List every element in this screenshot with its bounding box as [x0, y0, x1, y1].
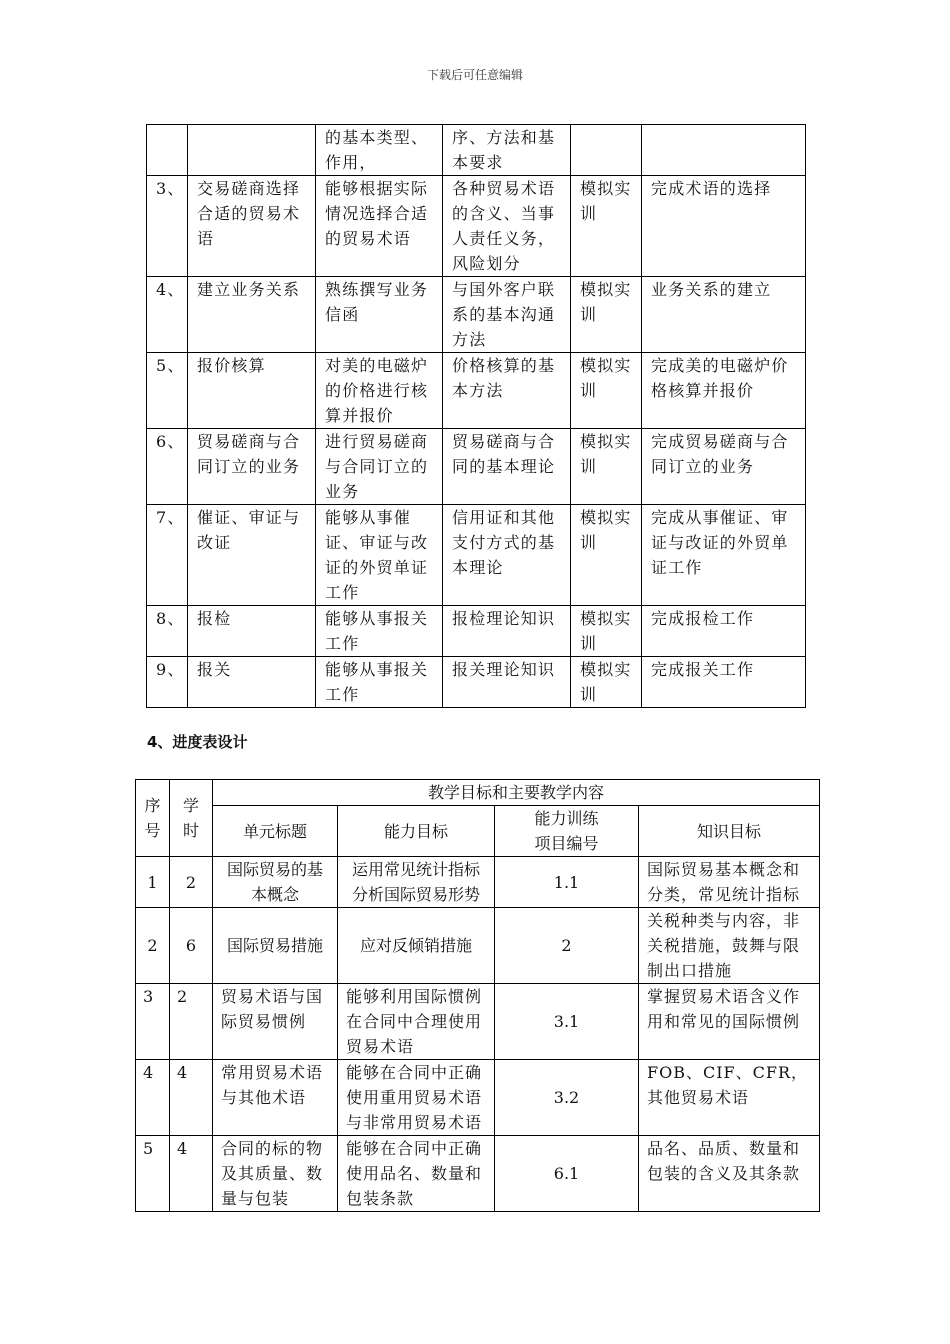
task-title: 建立业务关系 [188, 277, 316, 353]
table-row [136, 908, 820, 984]
method-cell [571, 125, 642, 176]
training-table [146, 124, 806, 708]
header-unit: 单元标题 [213, 806, 338, 857]
result-cell: 完成术语的选择 [642, 176, 806, 277]
row-number: 8、 [147, 606, 188, 657]
hours-cell: 4 [170, 1136, 213, 1212]
ability-cell: 能够从事催证、审证与改证的外贸单证工作 [316, 505, 443, 606]
table-row [147, 505, 806, 606]
hours-cell: 2 [170, 984, 213, 1060]
knowledge-cell: 掌握贸易术语含义作用和常见的国际惯例 [639, 984, 820, 1060]
header-group: 教学目标和主要教学内容 [213, 780, 820, 806]
knowledge-cell: 信用证和其他支付方式的基本理论 [443, 505, 571, 606]
header-hours: 学时 [170, 780, 213, 857]
table-row [136, 984, 820, 1060]
row-number: 7、 [147, 505, 188, 606]
header-knowledge: 知识目标 [639, 806, 820, 857]
knowledge-cell: 与国外客户联系的基本沟通方法 [443, 277, 571, 353]
table-row [136, 857, 820, 908]
seq-cell: 5 [136, 1136, 170, 1212]
schedule-table [135, 779, 820, 1212]
unit-cell: 合同的标的物及其质量、数量与包装 [213, 1136, 338, 1212]
table-header-row [136, 806, 820, 857]
method-cell: 模拟实训 [571, 657, 642, 708]
ability-cell: 应对反倾销措施 [338, 908, 495, 984]
result-cell: 完成从事催证、审证与改证的外贸单证工作 [642, 505, 806, 606]
task-title: 报价核算 [188, 353, 316, 429]
method-cell: 模拟实训 [571, 606, 642, 657]
knowledge-cell: 贸易磋商与合同的基本理论 [443, 429, 571, 505]
knowledge-cell: 价格核算的基本方法 [443, 353, 571, 429]
project-cell: 1.1 [495, 857, 639, 908]
seq-cell: 1 [136, 857, 170, 908]
ability-cell: 对美的电磁炉的价格进行核算并报价 [316, 353, 443, 429]
result-cell [642, 125, 806, 176]
unit-cell: 国际贸易措施 [213, 908, 338, 984]
row-number: 5、 [147, 353, 188, 429]
row-number [147, 125, 188, 176]
table-row [136, 1060, 820, 1136]
knowledge-cell: 报检理论知识 [443, 606, 571, 657]
hours-cell: 2 [170, 857, 213, 908]
ability-cell: 的基本类型、作用， [316, 125, 443, 176]
result-cell: 完成美的电磁炉价格核算并报价 [642, 353, 806, 429]
project-cell: 6.1 [495, 1136, 639, 1212]
task-title: 报关 [188, 657, 316, 708]
result-cell: 业务关系的建立 [642, 277, 806, 353]
ability-cell: 熟练撰写业务信函 [316, 277, 443, 353]
method-cell: 模拟实训 [571, 353, 642, 429]
project-cell: 2 [495, 908, 639, 984]
result-cell: 完成贸易磋商与合同订立的业务 [642, 429, 806, 505]
project-cell: 3.2 [495, 1060, 639, 1136]
table-row [136, 1136, 820, 1212]
section-heading: 4、进度表设计 [147, 733, 248, 751]
page-watermark: 下载后可任意编辑 [426, 68, 523, 82]
header-project: 能力训练项目编号 [495, 806, 639, 857]
ability-cell: 能够在合同中正确使用重用贸易术语与非常用贸易术语 [338, 1060, 495, 1136]
task-title [188, 125, 316, 176]
ability-cell: 能够根据实际情况选择合适的贸易术语 [316, 176, 443, 277]
seq-cell: 2 [136, 908, 170, 984]
table-row [147, 277, 806, 353]
task-title: 交易磋商选择合适的贸易术语 [188, 176, 316, 277]
method-cell: 模拟实训 [571, 277, 642, 353]
table-row [147, 606, 806, 657]
row-number: 4、 [147, 277, 188, 353]
task-title: 催证、审证与改证 [188, 505, 316, 606]
row-number: 9、 [147, 657, 188, 708]
knowledge-cell: 报关理论知识 [443, 657, 571, 708]
hours-cell: 4 [170, 1060, 213, 1136]
knowledge-cell: 国际贸易基本概念和分类，常见统计指标 [639, 857, 820, 908]
task-title: 报检 [188, 606, 316, 657]
header-seq: 序号 [136, 780, 170, 857]
table-row [147, 657, 806, 708]
knowledge-cell: 序、方法和基本要求 [443, 125, 571, 176]
unit-cell: 常用贸易术语与其他术语 [213, 1060, 338, 1136]
ability-cell: 运用常见统计指标分析国际贸易形势 [338, 857, 495, 908]
table-row [147, 353, 806, 429]
method-cell: 模拟实训 [571, 505, 642, 606]
table-row [147, 125, 806, 176]
task-title: 贸易磋商与合同订立的业务 [188, 429, 316, 505]
result-cell: 完成报检工作 [642, 606, 806, 657]
ability-cell: 能够在合同中正确使用品名、数量和包装条款 [338, 1136, 495, 1212]
header-ability: 能力目标 [338, 806, 495, 857]
seq-cell: 4 [136, 1060, 170, 1136]
seq-cell: 3 [136, 984, 170, 1060]
project-cell: 3.1 [495, 984, 639, 1060]
row-number: 6、 [147, 429, 188, 505]
table-row [147, 429, 806, 505]
unit-cell: 国际贸易的基本概念 [213, 857, 338, 908]
knowledge-cell: 品名、品质、数量和包装的含义及其条款 [639, 1136, 820, 1212]
knowledge-cell: 关税种类与内容，非关税措施，鼓舞与限制出口措施 [639, 908, 820, 984]
row-number: 3、 [147, 176, 188, 277]
table-header-row [136, 780, 820, 806]
table-row [147, 176, 806, 277]
ability-cell: 能够从事报关工作 [316, 657, 443, 708]
result-cell: 完成报关工作 [642, 657, 806, 708]
unit-cell: 贸易术语与国际贸易惯例 [213, 984, 338, 1060]
knowledge-cell: FOB、CIF、CFR，其他贸易术语 [639, 1060, 820, 1136]
ability-cell: 进行贸易磋商与合同订立的业务 [316, 429, 443, 505]
ability-cell: 能够从事报关工作 [316, 606, 443, 657]
hours-cell: 6 [170, 908, 213, 984]
method-cell: 模拟实训 [571, 429, 642, 505]
method-cell: 模拟实训 [571, 176, 642, 277]
knowledge-cell: 各种贸易术语的含义、当事人责任义务，风险划分 [443, 176, 571, 277]
ability-cell: 能够利用国际惯例在合同中合理使用贸易术语 [338, 984, 495, 1060]
